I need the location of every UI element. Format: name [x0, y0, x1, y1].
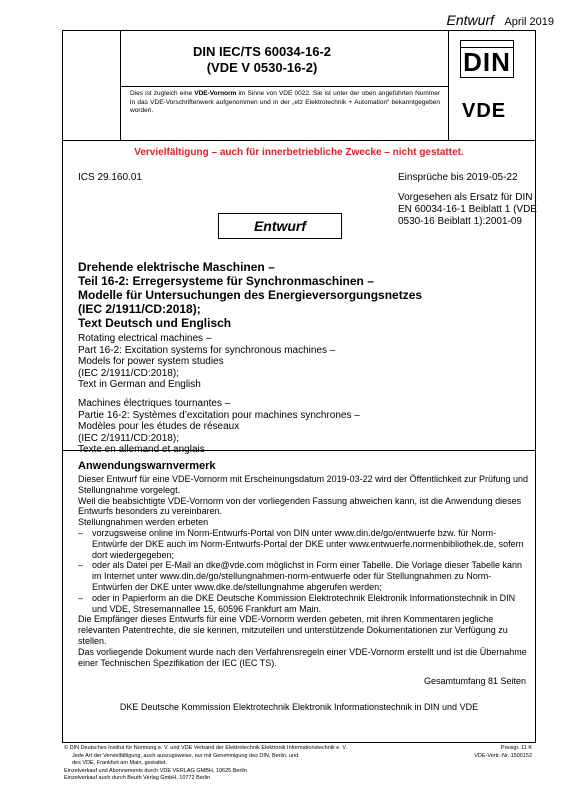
standard-number: DIN IEC/TS 60034-16-2	[192, 44, 331, 59]
warning-heading: Anwendungswarnvermerk	[78, 460, 216, 472]
title-line: (IEC 2/1911/CD:2018);	[78, 432, 179, 444]
draft-label: Entwurf	[446, 12, 494, 28]
vde-note	[130, 90, 440, 116]
dke-line: DKE Deutsche Kommission Elektrotechnik Elektronik Informationstechnik in DIN und VDE	[119, 702, 479, 712]
title-line: Text in German and English	[78, 379, 201, 390]
title-line: Texte en allemand et anglais	[78, 444, 205, 455]
warning-paragraph: Dieser Entwurf für eine VDE-Vornorm mit Erscheinungsdatum 2019-03-22 wird der Öffentlichkeit zur Prüfung und Stellungnahme vorgelegt.	[78, 474, 529, 495]
list-item: – vorzugsweise online im Norm-Entwurfs-Portal von DIN unter www.din.de/go/entwuerfe bzw. für Norm-Entwürfe der DKE auch im Norm-Entwurfs-Portal der DKE unter www.entwuerfe.normenbibliothek.de, sofern dort wiedergegeben;	[78, 528, 530, 560]
footer-right	[474, 745, 532, 760]
warning-paragraph: Stellungnahmen werden erbeten	[78, 517, 209, 528]
title-line: Modèles pour les études de réseaux	[78, 421, 240, 432]
title-line: (IEC 2/1911/CD:2018);	[78, 302, 201, 316]
title-line: Teil 16-2: Erregersysteme für Synchronmaschinen –	[78, 274, 374, 288]
warning-paragraph: Die Empfänger dieses Entwurfs für eine VDE-Vornorm werden gebeten, mit ihren Kommentaren jegliche relevanten Patentrechte, die sie kennen, mitzuteilen und unterstützende Dokumentationen zur Verfügung zu stellen.	[78, 614, 508, 646]
list-item: – oder in Papierform an die DKE Deutsche Kommission Elektrotechnik Elektronik Informationstechnik in DIN und VDE, Stresemannallee 15, 60596 Frankfurt am Main.	[78, 593, 530, 615]
footer-left	[64, 745, 424, 783]
warning-body	[78, 474, 530, 668]
title-line: Partie 16-2: Systèmes d’excitation pour machines synchrones –	[78, 409, 360, 421]
title-line: Models for power system studies	[78, 356, 224, 367]
title-line: Drehende elektrische Maschinen –	[78, 260, 275, 274]
list-item: – oder als Datei per E-Mail an dke@vde.com möglichst in Form einer Tabelle. Die Vorlage dieser Tabelle kann im Internet unter www.din.de/go/stellungnahmen-norm-entwuerfe oder für Stellungnahmen zu Norm-Entwürfen der DKE unter www.dke.de/stellungnahme abgerufen werden;	[78, 560, 530, 592]
issue-date: April 2019	[504, 16, 554, 28]
title-line: Text Deutsch und Englisch	[78, 316, 232, 330]
replacement-note: Vorgesehen als Ersatz für DIN EN 60034-16-1 Beiblatt 1 (VDE 0530-16 Beiblatt 1):2001-09	[398, 192, 537, 227]
copyright-line: Jede Art der Vervielfältigung, auch auszugsweise, nur mit Genehmigung des DIN, Berlin, und	[72, 752, 299, 759]
title-line: (IEC 2/1911/CD:2018);	[78, 367, 179, 379]
title-english	[78, 333, 528, 391]
title-line: Machines électriques tournantes –	[78, 398, 231, 409]
copyright-line: © DIN Deutsches Institut für Normung e. V. und VDE Verband der Elektrotechnik Elektronik Informationstechnik e. V.	[64, 745, 348, 751]
note-text: Dies ist zugleich eine	[130, 90, 195, 97]
din-logo	[460, 40, 514, 78]
din-logo-text: DIN	[463, 47, 511, 77]
order-number: VDE-Vertr.-Nr. 1500152	[474, 752, 532, 759]
reproduction-notice: Vervielfältigung – auch für innerbetriebliche Zwecke – nicht gestattet.	[134, 147, 464, 158]
note-text: im Sinne von VDE 0022. Sie ist unter der oben angeführten Nummer in das VDE-Vorschriftenwerk aufgenommen und in der „etz Elektrotechnik + Automation“ bekanntgegeben worden.	[130, 90, 440, 114]
title-line: Rotating electrical machines –	[78, 333, 212, 344]
draft-header	[447, 12, 554, 28]
ics-code: ICS 29.160.01	[78, 172, 142, 183]
warning-paragraph: Das vorliegende Dokument wurde nach den Verfahrensregeln einer VDE-Vornorm erstellt und ist die Übernahme einer Technischen Spezifikation der IEC (IEC TS).	[78, 646, 527, 668]
sales-line: Einzelverkauf und Abonnements durch VDE VERLAG GMBH, 10625 Berlin	[64, 767, 247, 774]
price-group: Preisgr. 11 K	[500, 745, 532, 751]
draft-stamp: Entwurf	[218, 213, 342, 239]
title-french	[78, 398, 528, 456]
vde-logo: VDE	[462, 100, 507, 122]
title-line: Modelle für Untersuchungen des Energieversorgungsnetzes	[78, 288, 423, 302]
divider	[448, 30, 449, 140]
divider	[62, 140, 536, 141]
divider	[120, 86, 448, 87]
copyright-line: des VDE, Frankfurt am Main, gestattet.	[72, 760, 168, 766]
page-count: Gesamtumfang 81 Seiten	[423, 676, 526, 686]
vde-number: (VDE V 0530-16-2)	[206, 60, 318, 75]
title-line: Part 16-2: Excitation systems for synchronous machines –	[78, 344, 336, 356]
standard-number-block	[120, 44, 404, 76]
note-bold: VDE-Vornorm	[194, 90, 237, 97]
title-german	[78, 260, 528, 330]
comment-deadline: Einsprüche bis 2019-05-22	[398, 172, 518, 183]
warning-paragraph: Weil die beabsichtigte VDE-Vornorm von der vorliegenden Fassung abweichen kann, ist die Anwendung dieses Entwurfs besonders zu vereinbaren.	[78, 495, 522, 517]
sales-line: Einzelverkauf auch durch Beuth Verlag GmbH, 10772 Berlin	[64, 775, 211, 781]
